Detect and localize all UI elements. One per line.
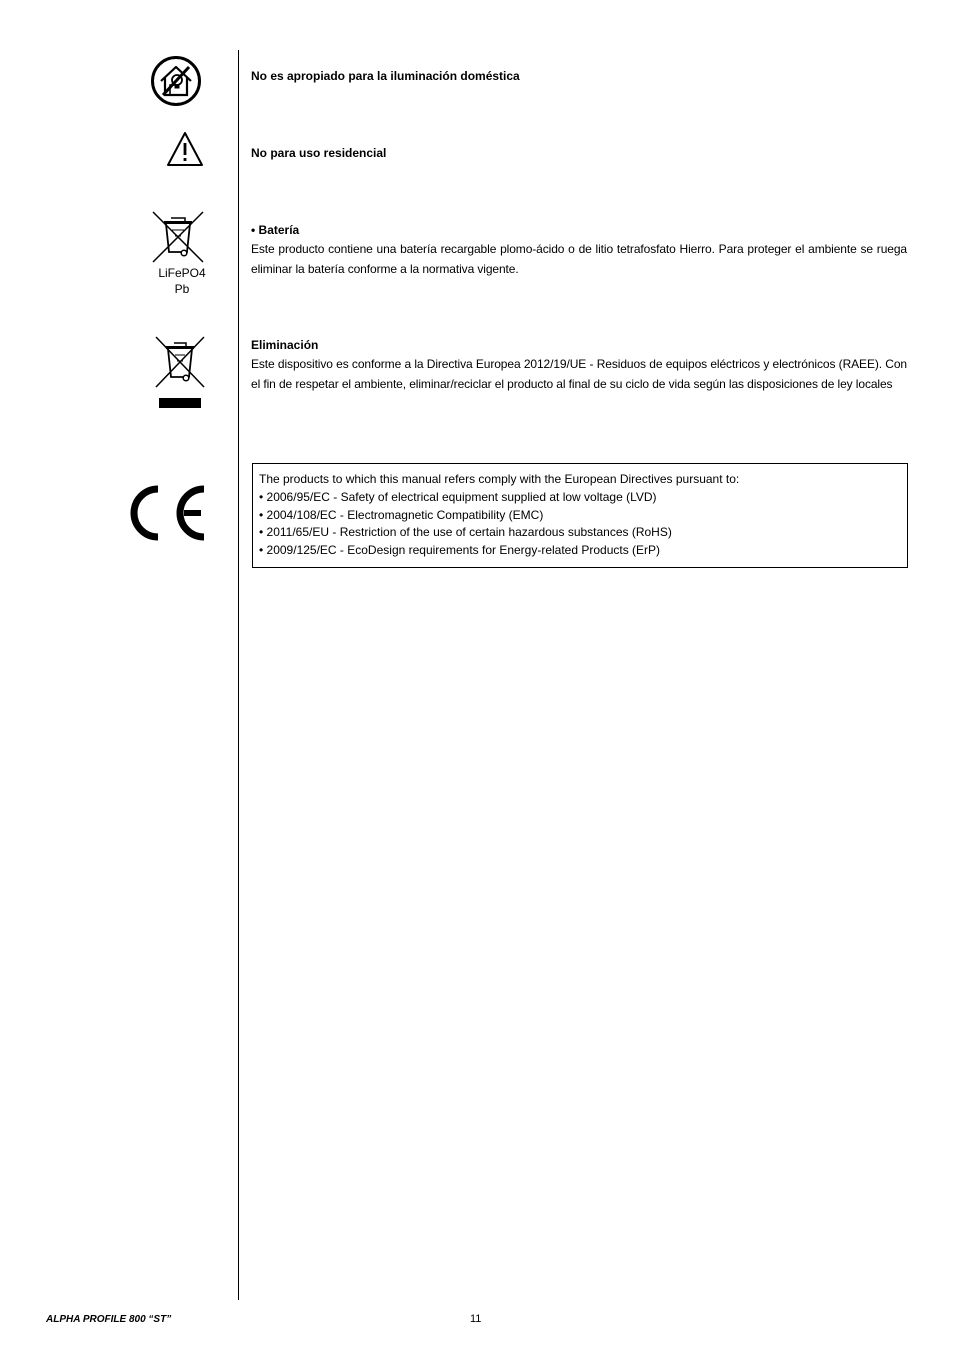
ce-directive-rohs: • 2011/65/EU - Restriction of the use of certain hazardous substances (RoHS) xyxy=(259,525,672,540)
battery-text: Este producto contiene una batería recargable plomo-ácido o de litio tetrafosfato Hierro. Para proteger el ambiente se ruega eliminar la batería conforme a la normativa vigente. xyxy=(251,242,907,276)
ce-compliance-box xyxy=(252,463,908,568)
battery-label-line1: LiFePO4 xyxy=(158,266,206,280)
disposal-text: Este dispositivo es conforme a la Directiva Europea 2012/19/UE - Residuos de equipos eléctricos y electrónicos (RAEE). Con el fin de respetar el ambiente, eliminar/reciclar el producto al final de su ciclo de vida según las disposiciones de ley locales xyxy=(251,357,907,391)
battery-chemistry-label xyxy=(145,265,219,297)
vertical-divider xyxy=(238,50,239,1300)
ce-directive-emc: • 2004/108/EC - Electromagnetic Compatibility (EMC) xyxy=(259,507,544,522)
no-household-lighting-icon xyxy=(150,55,202,107)
domestic-lighting-notice: No es apropiado para la iluminación doméstica xyxy=(251,69,520,83)
warning-triangle-icon xyxy=(166,131,204,167)
ce-directive-lvd: • 2006/95/EC - Safety of electrical equipment supplied at low voltage (LVD) xyxy=(259,489,657,504)
ce-intro: The products to which this manual refers comply with the European Directives pursuant to: xyxy=(259,472,740,486)
ce-mark-icon xyxy=(128,483,210,543)
disposal-title: Eliminación xyxy=(251,338,319,352)
battery-label-line2: Pb xyxy=(174,282,190,296)
crossed-bin-battery-icon xyxy=(151,210,205,264)
footer-model-name: ALPHA PROFILE 800 “ST” xyxy=(46,1314,172,1325)
ce-directive-erp: • 2009/125/EC - EcoDesign requirements for Energy-related Products (ErP) xyxy=(259,543,661,558)
crossed-bin-weee-icon xyxy=(154,335,206,411)
battery-title: • Batería xyxy=(251,223,300,237)
residential-use-notice: No para uso residencial xyxy=(251,146,387,160)
page-number: 11 xyxy=(470,1313,482,1325)
